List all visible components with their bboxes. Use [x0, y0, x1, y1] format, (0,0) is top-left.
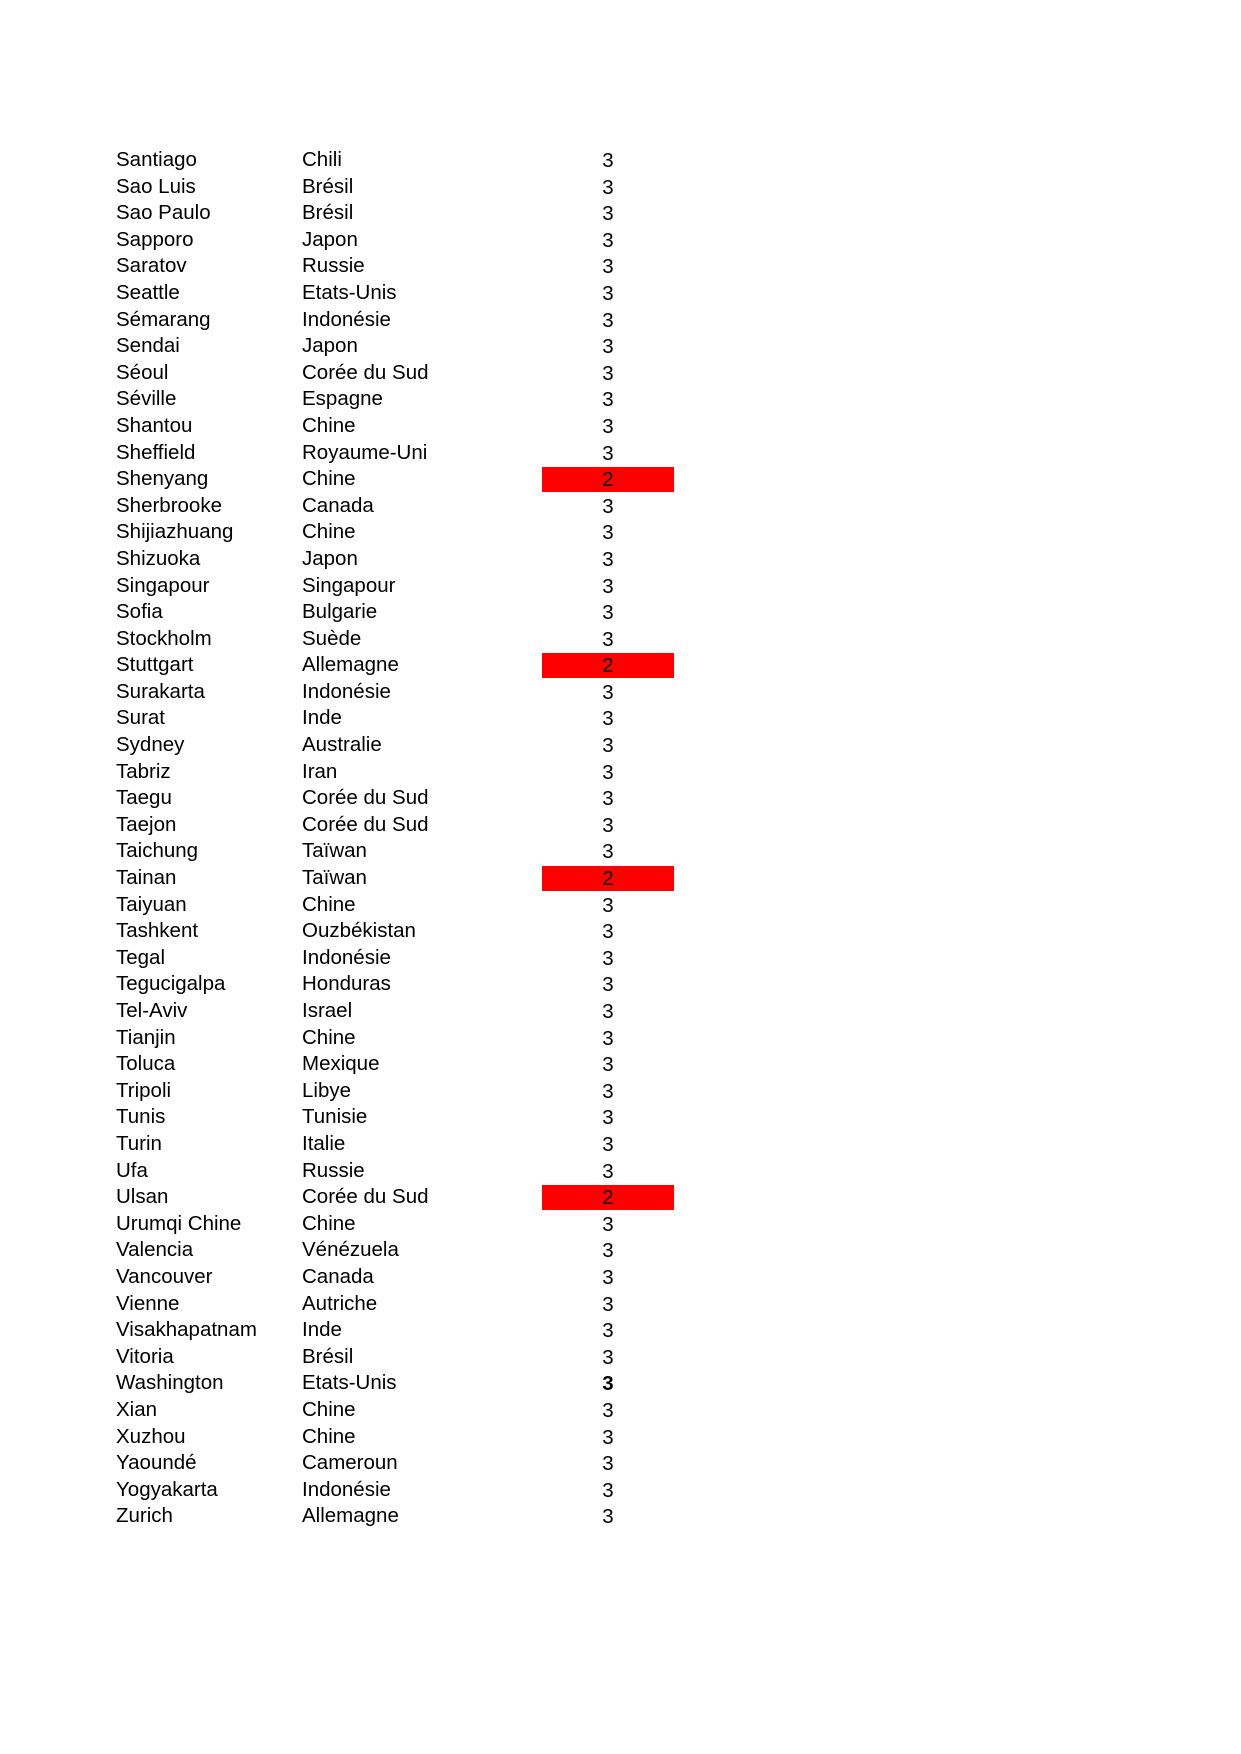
- table-row: [0, 1291, 1241, 1318]
- table-row: [0, 1344, 1241, 1371]
- score-cell: 3: [602, 627, 614, 651]
- city-cell: Vitoria: [116, 1344, 174, 1368]
- score-cell: 3: [602, 1319, 614, 1343]
- table-row: [0, 200, 1241, 227]
- country-cell: Autriche: [302, 1291, 378, 1315]
- country-cell: Brésil: [302, 1344, 354, 1368]
- score-cell: 3: [602, 361, 614, 385]
- table-row: [0, 1104, 1241, 1131]
- table-row: [0, 1477, 1241, 1504]
- city-cell: Sydney: [116, 733, 185, 757]
- table-row: [0, 147, 1241, 174]
- table-row: [0, 1051, 1241, 1078]
- city-cell: Sao Luis: [116, 174, 196, 198]
- table-row: [0, 1317, 1241, 1344]
- city-cell: Seattle: [116, 280, 180, 304]
- table-row: [0, 546, 1241, 573]
- country-cell: Chine: [302, 1211, 356, 1235]
- score-cell: 3: [602, 1398, 614, 1422]
- city-cell: Shizuoka: [116, 546, 201, 570]
- table-row: [0, 227, 1241, 254]
- country-cell: Taïwan: [302, 839, 367, 863]
- country-cell: Vénézuela: [302, 1238, 399, 1262]
- country-cell: Corée du Sud: [302, 360, 429, 384]
- table-row: [0, 892, 1241, 919]
- score-cell: 3: [602, 202, 614, 226]
- table-row: [0, 1184, 1241, 1211]
- city-cell: Surakarta: [116, 679, 205, 703]
- table-row: [0, 1503, 1241, 1530]
- table-row: [0, 1397, 1241, 1424]
- city-cell: Sémarang: [116, 307, 211, 331]
- score-cell: 3: [602, 1265, 614, 1289]
- country-cell: Corée du Sud: [302, 1185, 429, 1209]
- country-cell: Inde: [302, 1318, 342, 1342]
- city-cell: Sherbrooke: [116, 493, 222, 517]
- table-row: [0, 253, 1241, 280]
- country-cell: Honduras: [302, 972, 391, 996]
- city-cell: Xuzhou: [116, 1424, 186, 1448]
- city-cell: Vienne: [116, 1291, 180, 1315]
- score-cell: 3: [602, 1000, 614, 1023]
- table-row: [0, 1424, 1241, 1451]
- table-row: [0, 838, 1241, 865]
- country-cell: Chili: [302, 148, 342, 171]
- country-cell: Chine: [302, 1424, 356, 1448]
- city-cell: Tainan: [116, 866, 177, 890]
- table-row: [0, 493, 1241, 520]
- city-cell: Turin: [116, 1131, 162, 1155]
- highlighted-score-cell: 2: [542, 1185, 674, 1210]
- table-row: [0, 1211, 1241, 1238]
- country-cell: Tunisie: [302, 1105, 368, 1129]
- score-cell: 3: [602, 574, 614, 598]
- table-row: [0, 679, 1241, 706]
- table-row: [0, 1237, 1241, 1264]
- city-cell: Tel-Aviv: [116, 999, 188, 1022]
- city-cell: Sheffield: [116, 440, 196, 464]
- city-cell: Sapporo: [116, 227, 194, 251]
- country-cell: Espagne: [302, 387, 383, 411]
- country-cell: Canada: [302, 493, 374, 517]
- score-cell: 3: [602, 680, 614, 704]
- score-cell: 3: [602, 547, 614, 571]
- score-cell: 3: [602, 920, 614, 944]
- city-cell: Washington: [116, 1371, 224, 1395]
- city-cell: Yaoundé: [116, 1451, 197, 1475]
- city-cell: Sendai: [116, 334, 180, 358]
- country-cell: Canada: [302, 1264, 374, 1288]
- country-cell: Brésil: [302, 201, 354, 225]
- country-cell: Russie: [302, 1158, 365, 1182]
- table-row: [0, 759, 1241, 786]
- table-row: [0, 360, 1241, 387]
- score-cell: 3: [602, 1239, 614, 1263]
- country-cell: Corée du Sud: [302, 786, 429, 810]
- city-cell: Tripoli: [116, 1078, 172, 1102]
- score-cell: 3: [602, 1026, 614, 1050]
- table-row: [0, 785, 1241, 812]
- score-cell: 3: [602, 1372, 614, 1396]
- score-cell: 3: [602, 601, 614, 625]
- table-row: [0, 1078, 1241, 1105]
- country-cell: Etats-Unis: [302, 1371, 397, 1395]
- score-cell: 3: [602, 228, 614, 252]
- highlighted-score-cell: 2: [542, 653, 674, 678]
- score-cell: 3: [602, 787, 614, 811]
- country-cell: Allemagne: [302, 1504, 399, 1528]
- table-row: [0, 1450, 1241, 1477]
- city-cell: Taichung: [116, 839, 199, 863]
- city-cell: Shantou: [116, 413, 193, 437]
- score-cell: 3: [602, 308, 614, 332]
- score-cell: 3: [602, 813, 614, 837]
- country-cell: Chine: [302, 467, 356, 491]
- country-cell: Chine: [302, 413, 356, 437]
- score-cell: 3: [602, 707, 614, 731]
- score-cell: 3: [602, 1132, 614, 1156]
- country-cell: Chine: [302, 1397, 356, 1421]
- score-cell: 3: [602, 175, 614, 199]
- city-cell: Tashkent: [116, 919, 199, 943]
- country-cell: Inde: [302, 706, 342, 730]
- country-cell: Brésil: [302, 174, 354, 198]
- city-cell: Urumqi Chine: [116, 1211, 242, 1235]
- table-row: [0, 652, 1241, 679]
- country-cell: Corée du Sud: [302, 812, 429, 836]
- city-cell: Tegucigalpa: [116, 972, 226, 996]
- table-row: [0, 599, 1241, 626]
- score-cell: 3: [602, 734, 614, 758]
- table-row: [0, 333, 1241, 360]
- country-cell: Etats-Unis: [302, 280, 397, 304]
- city-cell: Visakhapatnam: [116, 1318, 257, 1342]
- country-cell: Russie: [302, 254, 365, 278]
- score-cell: 3: [602, 840, 614, 864]
- city-cell: Stuttgart: [116, 653, 194, 677]
- score-cell: 3: [602, 255, 614, 279]
- score-cell: 3: [602, 1452, 614, 1476]
- table-row: [0, 307, 1241, 334]
- country-cell: Libye: [302, 1078, 352, 1102]
- table-row: [0, 413, 1241, 440]
- score-cell: 3: [602, 1425, 614, 1449]
- score-cell: 3: [602, 1292, 614, 1316]
- highlighted-score-cell: 2: [542, 866, 674, 891]
- table-row: [0, 732, 1241, 759]
- city-cell: Tunis: [116, 1105, 166, 1129]
- country-cell: Singapour: [302, 573, 396, 597]
- city-cell: Shijiazhuang: [116, 520, 234, 544]
- city-cell: Yogyakarta: [116, 1477, 218, 1501]
- table-row: [0, 440, 1241, 467]
- score-cell: 3: [602, 521, 614, 545]
- city-cell: Shenyang: [116, 467, 209, 491]
- city-cell: Toluca: [116, 1052, 176, 1076]
- city-cell: Tegal: [116, 945, 166, 969]
- table-row: [0, 386, 1241, 413]
- city-cell: Taiyuan: [116, 892, 187, 916]
- country-cell: Japon: [302, 334, 358, 358]
- highlighted-score-cell: 2: [542, 467, 674, 492]
- city-cell: Valencia: [116, 1238, 194, 1262]
- spreadsheet-page: [0, 147, 1241, 1530]
- city-cell: Sofia: [116, 600, 163, 624]
- score-cell: 3: [602, 1478, 614, 1502]
- city-cell: Stockholm: [116, 626, 212, 650]
- country-cell: Indonésie: [302, 945, 391, 969]
- city-cell: Sao Paulo: [116, 201, 211, 225]
- table-row: [0, 865, 1241, 892]
- country-cell: Royaume-Uni: [302, 440, 428, 464]
- country-cell: Chine: [302, 520, 356, 544]
- table-row: [0, 466, 1241, 493]
- city-cell: Tabriz: [116, 759, 171, 783]
- city-cell: Saratov: [116, 254, 187, 278]
- city-cell: Singapour: [116, 573, 210, 597]
- score-cell: 3: [602, 760, 614, 784]
- score-cell: 3: [602, 281, 614, 305]
- score-cell: 3: [602, 335, 614, 359]
- country-cell: Bulgarie: [302, 600, 378, 624]
- city-cell: Zurich: [116, 1504, 173, 1528]
- country-cell: Japon: [302, 546, 358, 570]
- table-row: [0, 705, 1241, 732]
- country-cell: Japon: [302, 227, 358, 251]
- city-cell: Vancouver: [116, 1264, 213, 1288]
- table-row: [0, 1264, 1241, 1291]
- country-cell: Chine: [302, 1025, 356, 1049]
- country-cell: Allemagne: [302, 653, 399, 677]
- country-cell: Indonésie: [302, 307, 391, 331]
- city-cell: Ulsan: [116, 1185, 169, 1209]
- city-cell: Xian: [116, 1397, 158, 1421]
- city-cell: Séoul: [116, 360, 169, 384]
- country-cell: Australie: [302, 733, 382, 757]
- country-cell: Israel: [302, 999, 353, 1022]
- score-cell: 3: [602, 946, 614, 970]
- country-cell: Indonésie: [302, 1477, 391, 1501]
- country-cell: Mexique: [302, 1052, 380, 1076]
- table-row: [0, 174, 1241, 201]
- city-cell: Santiago: [116, 148, 197, 171]
- score-cell: 3: [602, 1159, 614, 1183]
- score-cell: 3: [602, 441, 614, 465]
- table-row: [0, 998, 1241, 1025]
- score-cell: 3: [602, 1079, 614, 1103]
- country-cell: Cameroun: [302, 1451, 398, 1475]
- table-row: [0, 519, 1241, 546]
- table-row: [0, 626, 1241, 653]
- table-row: [0, 1158, 1241, 1185]
- score-cell: 3: [602, 1106, 614, 1130]
- country-cell: Taïwan: [302, 866, 367, 890]
- table-row: [0, 1131, 1241, 1158]
- score-cell: 3: [602, 388, 614, 412]
- table-row: [0, 573, 1241, 600]
- score-cell: 3: [602, 494, 614, 518]
- score-cell: 3: [602, 1505, 614, 1529]
- city-cell: Taegu: [116, 786, 172, 810]
- city-cell: Séville: [116, 387, 177, 411]
- table-row: [0, 971, 1241, 998]
- table-row: [0, 1370, 1241, 1397]
- country-cell: Suède: [302, 626, 362, 650]
- score-cell: 3: [602, 893, 614, 917]
- city-cell: Taejon: [116, 812, 177, 836]
- score-cell: 3: [602, 414, 614, 438]
- score-cell: 3: [602, 149, 614, 172]
- table-row: [0, 280, 1241, 307]
- score-cell: 3: [602, 1345, 614, 1369]
- city-cell: Tianjin: [116, 1025, 176, 1049]
- country-cell: Chine: [302, 892, 356, 916]
- score-cell: 3: [602, 1212, 614, 1236]
- table-row: [0, 918, 1241, 945]
- country-cell: Italie: [302, 1131, 346, 1155]
- country-cell: Ouzbékistan: [302, 919, 416, 943]
- table-row: [0, 1025, 1241, 1052]
- country-cell: Indonésie: [302, 679, 391, 703]
- table-row: [0, 945, 1241, 972]
- score-cell: 3: [602, 973, 614, 997]
- city-cell: Surat: [116, 706, 165, 730]
- table-row: [0, 812, 1241, 839]
- city-cell: Ufa: [116, 1158, 148, 1182]
- score-cell: 3: [602, 1053, 614, 1077]
- country-cell: Iran: [302, 759, 338, 783]
